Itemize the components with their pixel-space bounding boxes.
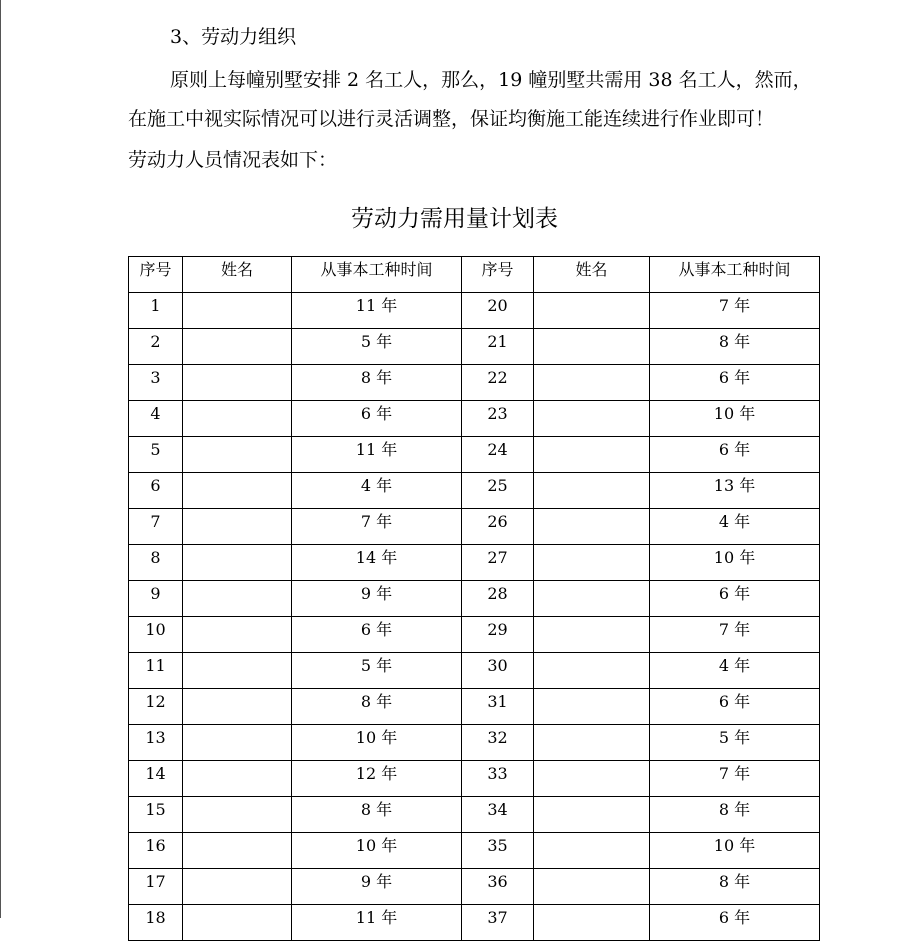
cell-years-1: 9 年 [292,581,462,617]
cell-name-1 [183,329,292,365]
cell-name-2 [534,509,650,545]
cell-years-1: 9 年 [292,869,462,905]
column-header-years-2: 从事本工种时间 [650,257,820,293]
cell-name-1 [183,689,292,725]
column-header-name-2: 姓名 [534,257,650,293]
cell-years-2: 6 年 [650,365,820,401]
cell-years-2: 6 年 [650,437,820,473]
cell-no-2: 21 [462,329,534,365]
cell-no-1: 5 [129,437,183,473]
cell-years-2: 7 年 [650,617,820,653]
table-row [129,581,820,617]
cell-no-2: 31 [462,689,534,725]
cell-name-2 [534,365,650,401]
cell-name-1 [183,725,292,761]
table-row [129,797,820,833]
column-header-no-2: 序号 [462,257,534,293]
cell-years-1: 4 年 [292,473,462,509]
table-row [129,869,820,905]
paragraph-line-3: 劳动力人员情况表如下： [128,149,338,171]
column-header-no-1: 序号 [129,257,183,293]
table-row [129,833,820,869]
cell-name-1 [183,761,292,797]
table-row [129,365,820,401]
cell-no-1: 2 [129,329,183,365]
table-row [129,689,820,725]
table-row [129,545,820,581]
cell-name-1 [183,617,292,653]
cell-no-1: 8 [129,545,183,581]
cell-name-2 [534,401,650,437]
cell-no-2: 34 [462,797,534,833]
cell-no-1: 15 [129,797,183,833]
cell-no-2: 36 [462,869,534,905]
cell-no-1: 9 [129,581,183,617]
cell-no-1: 3 [129,365,183,401]
cell-no-2: 37 [462,905,534,941]
cell-no-2: 25 [462,473,534,509]
cell-years-1: 12 年 [292,761,462,797]
cell-no-1: 12 [129,689,183,725]
cell-name-2 [534,545,650,581]
cell-name-1 [183,653,292,689]
cell-name-2 [534,833,650,869]
cell-name-2 [534,653,650,689]
cell-years-2: 10 年 [650,833,820,869]
cell-name-2 [534,617,650,653]
column-header-years-1: 从事本工种时间 [292,257,462,293]
cell-years-1: 11 年 [292,905,462,941]
cell-name-2 [534,869,650,905]
cell-years-2: 7 年 [650,761,820,797]
cell-years-1: 7 年 [292,509,462,545]
cell-name-1 [183,365,292,401]
cell-no-1: 1 [129,293,183,329]
cell-years-2: 6 年 [650,689,820,725]
cell-name-2 [534,473,650,509]
cell-no-1: 4 [129,401,183,437]
table-row [129,401,820,437]
cell-no-2: 22 [462,365,534,401]
cell-no-2: 26 [462,509,534,545]
table-row [129,761,820,797]
cell-years-2: 13 年 [650,473,820,509]
cell-years-1: 8 年 [292,365,462,401]
table-row [129,293,820,329]
column-header-name-1: 姓名 [183,257,292,293]
labor-table [128,256,820,941]
cell-no-1: 14 [129,761,183,797]
cell-no-2: 35 [462,833,534,869]
cell-name-2 [534,293,650,329]
cell-no-2: 20 [462,293,534,329]
table-header-row [129,257,820,293]
table-row [129,509,820,545]
table-row [129,725,820,761]
cell-no-1: 7 [129,509,183,545]
paragraph-line-2: 在施工中视实际情况可以进行灵活调整，保证均衡施工能连续进行作业即可！ [128,108,775,130]
cell-years-1: 14 年 [292,545,462,581]
cell-name-2 [534,761,650,797]
paragraph-line-1: 原则上每幢别墅安排 2 名工人，那么，19 幢别墅共需用 38 名工人，然而， [170,69,812,91]
table-row [129,617,820,653]
cell-years-1: 8 年 [292,689,462,725]
cell-name-1 [183,797,292,833]
cell-no-2: 23 [462,401,534,437]
cell-no-1: 11 [129,653,183,689]
cell-name-1 [183,293,292,329]
cell-no-1: 10 [129,617,183,653]
cell-no-2: 32 [462,725,534,761]
cell-name-2 [534,905,650,941]
cell-no-1: 6 [129,473,183,509]
cell-name-1 [183,473,292,509]
cell-no-1: 13 [129,725,183,761]
table-row [129,329,820,365]
cell-years-2: 4 年 [650,653,820,689]
cell-name-1 [183,437,292,473]
cell-name-1 [183,833,292,869]
cell-years-1: 6 年 [292,401,462,437]
cell-years-2: 10 年 [650,401,820,437]
cell-years-1: 11 年 [292,437,462,473]
cell-no-2: 24 [462,437,534,473]
cell-years-2: 8 年 [650,797,820,833]
cell-no-1: 18 [129,905,183,941]
cell-name-2 [534,725,650,761]
table-row [129,437,820,473]
cell-years-1: 6 年 [292,617,462,653]
page-left-border [0,0,1,918]
cell-years-2: 6 年 [650,905,820,941]
cell-years-2: 8 年 [650,329,820,365]
cell-years-2: 4 年 [650,509,820,545]
cell-name-1 [183,509,292,545]
table-title: 劳动力需用量计划表 [351,206,558,232]
cell-no-1: 16 [129,833,183,869]
cell-no-2: 33 [462,761,534,797]
cell-years-1: 8 年 [292,797,462,833]
cell-name-1 [183,545,292,581]
cell-years-2: 7 年 [650,293,820,329]
cell-no-2: 27 [462,545,534,581]
cell-years-1: 10 年 [292,833,462,869]
cell-name-1 [183,905,292,941]
cell-years-1: 11 年 [292,293,462,329]
cell-years-2: 5 年 [650,725,820,761]
cell-name-2 [534,689,650,725]
cell-name-2 [534,437,650,473]
table-row [129,905,820,941]
cell-name-2 [534,581,650,617]
cell-years-1: 5 年 [292,653,462,689]
cell-name-2 [534,329,650,365]
cell-name-1 [183,869,292,905]
cell-no-1: 17 [129,869,183,905]
cell-no-2: 29 [462,617,534,653]
cell-years-2: 6 年 [650,581,820,617]
cell-years-2: 8 年 [650,869,820,905]
table-row [129,653,820,689]
cell-name-2 [534,797,650,833]
cell-years-2: 10 年 [650,545,820,581]
section-heading: 3、劳动力组织 [170,26,297,48]
cell-name-1 [183,401,292,437]
cell-no-2: 28 [462,581,534,617]
cell-years-1: 5 年 [292,329,462,365]
cell-no-2: 30 [462,653,534,689]
table-row [129,473,820,509]
cell-years-1: 10 年 [292,725,462,761]
cell-name-1 [183,581,292,617]
